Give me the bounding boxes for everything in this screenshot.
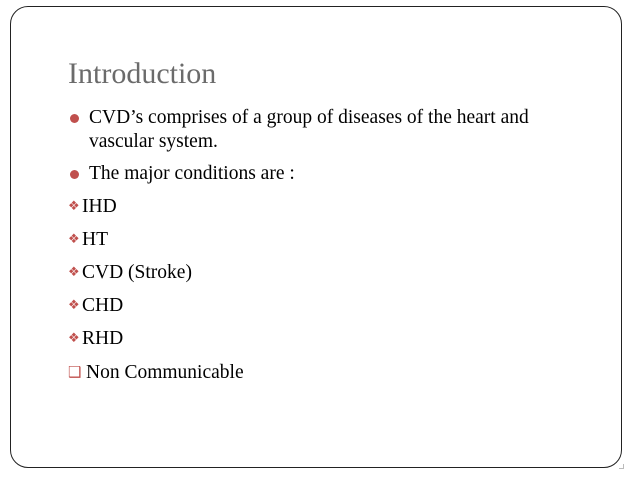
checkbox-bullet-icon: ❑ xyxy=(68,363,82,381)
bullet-item xyxy=(68,106,588,154)
bullet-text: CVD’s comprises of a group of diseases of the heart and vascular system. xyxy=(89,107,529,152)
extra-text: Non Communicable xyxy=(86,362,244,383)
diamond-bullet-icon: ❖ xyxy=(68,331,80,346)
condition-text: CVD (Stroke) xyxy=(82,262,192,283)
condition-item-chd xyxy=(68,294,588,318)
condition-item-ihd xyxy=(68,195,588,219)
bullet-item xyxy=(68,162,588,186)
condition-item-ht xyxy=(68,228,588,252)
condition-text: IHD xyxy=(82,196,117,217)
slide-title: Introduction xyxy=(68,57,217,90)
condition-item-rhd xyxy=(68,327,588,351)
condition-text: RHD xyxy=(82,328,124,349)
extra-item-non-communicable xyxy=(68,360,588,385)
frame-corner-decoration xyxy=(619,464,624,469)
slide-content xyxy=(68,106,588,385)
bullet-text: The major conditions are : xyxy=(89,163,295,184)
condition-text: HT xyxy=(82,229,108,250)
circle-bullet-icon xyxy=(70,114,79,123)
condition-text: CHD xyxy=(82,295,124,316)
diamond-bullet-icon: ❖ xyxy=(68,298,80,313)
circle-bullet-icon xyxy=(70,170,79,179)
diamond-bullet-icon: ❖ xyxy=(68,199,80,214)
diamond-bullet-icon: ❖ xyxy=(68,265,80,280)
condition-item-cvd-stroke xyxy=(68,261,588,285)
diamond-bullet-icon: ❖ xyxy=(68,232,80,247)
